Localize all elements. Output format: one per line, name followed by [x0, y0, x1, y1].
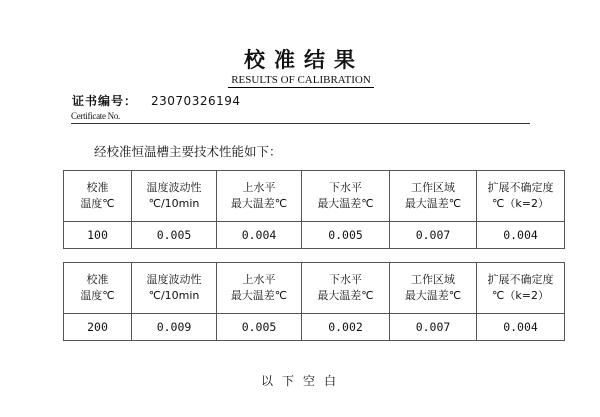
header-cell: 温度波动性 ℃/10min	[132, 263, 217, 314]
header-cell: 工作区域 最大温差℃	[390, 171, 477, 222]
value-cell: 0.005	[132, 222, 217, 249]
intro-text: 经校准恒温槽主要技术性能如下：	[94, 144, 282, 159]
value-cell: 100	[64, 222, 132, 249]
header-cell: 扩展不确定度 ℃（k=2）	[477, 171, 565, 222]
header-cell: 上水平 最大温差℃	[217, 171, 302, 222]
page-title: 校准结果	[244, 48, 364, 72]
header-cell: 工作区域 最大温差℃	[390, 263, 477, 314]
value-cell: 0.007	[390, 222, 477, 249]
header-cell: 校准 温度℃	[64, 263, 132, 314]
certificate-number: 23070326194	[151, 94, 241, 108]
results-table-200	[63, 262, 565, 341]
value-cell: 0.004	[217, 222, 302, 249]
value-cell: 0.005	[217, 314, 302, 341]
value-cell: 0.004	[477, 222, 565, 249]
page-subtitle-english: RESULTS OF CALIBRATION	[228, 73, 374, 88]
header-cell: 扩展不确定度 ℃（k=2）	[477, 263, 565, 314]
value-cell: 0.002	[302, 314, 390, 341]
header-cell: 下水平 最大温差℃	[302, 171, 390, 222]
results-table-100	[63, 170, 565, 249]
value-cell: 0.004	[477, 314, 565, 341]
table-header-row	[64, 263, 565, 314]
certificate-number-row	[72, 92, 241, 109]
header-cell: 温度波动性 ℃/10min	[132, 171, 217, 222]
end-of-page-note: 以下空白	[260, 374, 345, 388]
header-cell: 上水平 最大温差℃	[217, 263, 302, 314]
certificate-label: 证书编号：	[72, 94, 138, 108]
value-cell: 0.005	[302, 222, 390, 249]
value-cell: 0.007	[390, 314, 477, 341]
header-cell: 下水平 最大温差℃	[302, 263, 390, 314]
value-cell: 0.009	[132, 314, 217, 341]
value-cell: 200	[64, 314, 132, 341]
certificate-label-english: Certificate No.	[71, 110, 530, 124]
header-cell: 校准 温度℃	[64, 171, 132, 222]
table-row	[64, 314, 565, 341]
table-row	[64, 222, 565, 249]
table-header-row	[64, 171, 565, 222]
